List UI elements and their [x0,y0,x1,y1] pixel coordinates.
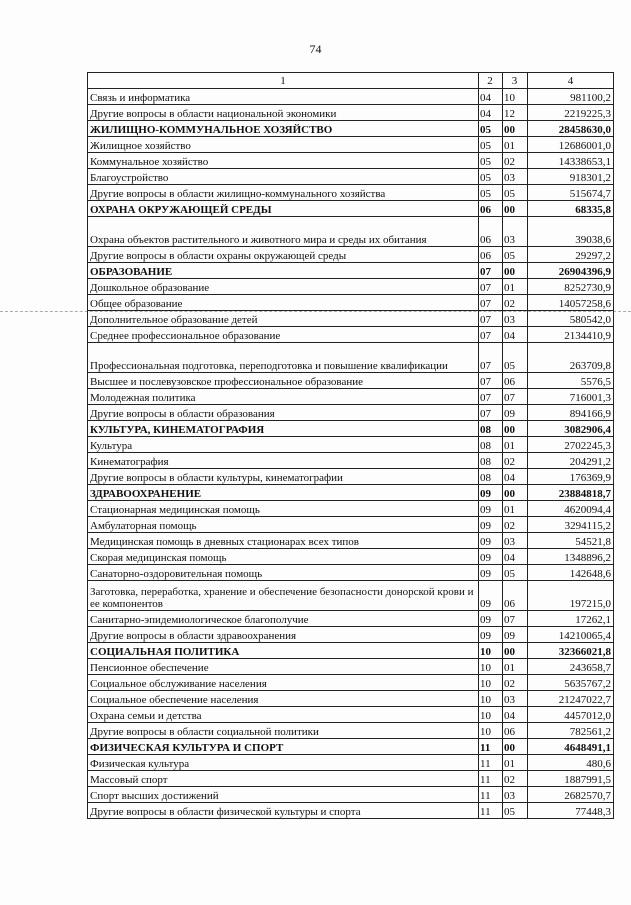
section-total-row [88,485,614,501]
row-subsection-code-cell: 05 [503,565,528,581]
row-name-cell: Охрана семьи и детства [88,707,479,723]
row-subsection-code-cell: 05 [503,247,528,263]
row-name-cell: Медицинская помощь в дневных стационарах всех типов [88,533,479,549]
row-subsection-code-cell: 12 [503,105,528,121]
table-row [88,311,614,327]
row-section-code-cell: 09 [479,485,503,501]
row-amount-cell: 1887991,5 [528,771,614,787]
row-amount-cell: 5576,5 [528,373,614,389]
row-amount-cell: 894166,9 [528,405,614,421]
table-row [88,659,614,675]
row-name-cell: Социальное обслуживание населения [88,675,479,691]
row-section-code-cell: 11 [479,755,503,771]
header-col-3: 3 [503,73,528,89]
row-subsection-code-cell: 00 [503,421,528,437]
row-name-cell: Пенсионное обеспечение [88,659,479,675]
row-name-cell: Охрана объектов растительного и животного мира и среды их обитания [88,217,479,247]
row-section-code-cell: 07 [479,311,503,327]
table-body [88,73,614,819]
row-name-cell: Кинематография [88,453,479,469]
row-amount-cell: 23884818,7 [528,485,614,501]
row-section-code-cell: 05 [479,137,503,153]
section-total-row [88,121,614,137]
row-subsection-code-cell: 03 [503,311,528,327]
row-name-cell: Санаторно-оздоровительная помощь [88,565,479,581]
section-total-row [88,201,614,217]
row-amount-cell: 197215,0 [528,581,614,611]
row-section-code-cell: 09 [479,533,503,549]
header-col-2: 2 [479,73,503,89]
row-section-code-cell: 11 [479,771,503,787]
row-amount-cell: 782561,2 [528,723,614,739]
budget-table [87,72,614,819]
row-section-code-cell: 05 [479,169,503,185]
row-section-code-cell: 09 [479,581,503,611]
row-section-code-cell: 05 [479,121,503,137]
row-section-code-cell: 08 [479,437,503,453]
row-subsection-code-cell: 03 [503,787,528,803]
row-subsection-code-cell: 01 [503,659,528,675]
header-col-4: 4 [528,73,614,89]
row-name-cell: Общее образование [88,295,479,311]
row-subsection-code-cell: 01 [503,137,528,153]
row-subsection-code-cell: 03 [503,691,528,707]
row-section-code-cell: 09 [479,611,503,627]
row-section-code-cell: 07 [479,405,503,421]
table-row [88,389,614,405]
page-number: 74 [309,42,322,56]
row-section-code-cell: 09 [479,627,503,643]
row-name-cell: СОЦИАЛЬНАЯ ПОЛИТИКА [88,643,479,659]
row-section-code-cell: 05 [479,185,503,201]
row-subsection-code-cell: 01 [503,279,528,295]
table-row [88,373,614,389]
row-subsection-code-cell: 01 [503,501,528,517]
row-amount-cell: 515674,7 [528,185,614,201]
row-amount-cell: 54521,8 [528,533,614,549]
row-section-code-cell: 04 [479,89,503,105]
row-name-cell: Другие вопросы в области социальной политики [88,723,479,739]
table-row [88,137,614,153]
row-subsection-code-cell: 00 [503,121,528,137]
row-amount-cell: 580542,0 [528,311,614,327]
row-subsection-code-cell: 04 [503,707,528,723]
row-name-cell: Среднее профессиональное образование [88,327,479,343]
row-subsection-code-cell: 02 [503,295,528,311]
row-name-cell: Стационарная медицинская помощь [88,501,479,517]
row-name-cell: Другие вопросы в области охраны окружающей среды [88,247,479,263]
row-name-cell: Профессиональная подготовка, переподготовка и повышение квалификации [88,343,479,373]
table-row [88,565,614,581]
row-name-cell: Молодежная политика [88,389,479,405]
row-amount-cell: 716001,3 [528,389,614,405]
row-section-code-cell: 08 [479,421,503,437]
row-subsection-code-cell: 09 [503,627,528,643]
table-row [88,755,614,771]
row-section-code-cell: 07 [479,295,503,311]
row-amount-cell: 14210065,4 [528,627,614,643]
table-row [88,295,614,311]
row-amount-cell: 12686001,0 [528,137,614,153]
row-section-code-cell: 06 [479,247,503,263]
row-subsection-code-cell: 05 [503,803,528,819]
row-name-cell: Связь и информатика [88,89,479,105]
row-section-code-cell: 10 [479,659,503,675]
row-amount-cell: 26904396,9 [528,263,614,279]
row-amount-cell: 243658,7 [528,659,614,675]
table-row [88,581,614,611]
row-amount-cell: 5635767,2 [528,675,614,691]
row-section-code-cell: 08 [479,469,503,485]
row-subsection-code-cell: 04 [503,469,528,485]
row-section-code-cell: 10 [479,723,503,739]
row-name-cell: КУЛЬТУРА, КИНЕМАТОГРАФИЯ [88,421,479,437]
row-name-cell: Спорт высших достижений [88,787,479,803]
table-row [88,611,614,627]
table-row [88,627,614,643]
table-row [88,549,614,565]
row-subsection-code-cell: 06 [503,373,528,389]
row-name-cell: Массовый спорт [88,771,479,787]
row-amount-cell: 2702245,3 [528,437,614,453]
table-row [88,533,614,549]
row-name-cell: Жилищное хозяйство [88,137,479,153]
row-section-code-cell: 09 [479,549,503,565]
row-section-code-cell: 06 [479,201,503,217]
row-section-code-cell: 11 [479,739,503,755]
row-name-cell: Культура [88,437,479,453]
table-row [88,453,614,469]
row-subsection-code-cell: 03 [503,533,528,549]
row-section-code-cell: 06 [479,217,503,247]
table-row [88,185,614,201]
row-subsection-code-cell: 02 [503,153,528,169]
row-subsection-code-cell: 00 [503,263,528,279]
row-section-code-cell: 05 [479,153,503,169]
row-subsection-code-cell: 00 [503,643,528,659]
row-subsection-code-cell: 00 [503,739,528,755]
table-row [88,787,614,803]
row-name-cell: ЖИЛИЩНО-КОММУНАЛЬНОЕ ХОЗЯЙСТВО [88,121,479,137]
table-row [88,691,614,707]
row-subsection-code-cell: 04 [503,549,528,565]
row-name-cell: Другие вопросы в области физической культуры и спорта [88,803,479,819]
row-amount-cell: 21247022,7 [528,691,614,707]
row-section-code-cell: 10 [479,643,503,659]
row-amount-cell: 1348896,2 [528,549,614,565]
row-subsection-code-cell: 06 [503,581,528,611]
row-section-code-cell: 10 [479,675,503,691]
row-name-cell: Высшее и послевузовское профессиональное образование [88,373,479,389]
row-amount-cell: 77448,3 [528,803,614,819]
section-total-row [88,643,614,659]
row-amount-cell: 4620094,4 [528,501,614,517]
row-name-cell: Другие вопросы в области здравоохранения [88,627,479,643]
row-amount-cell: 2219225,3 [528,105,614,121]
table-row [88,89,614,105]
table-row [88,675,614,691]
table-row [88,405,614,421]
table-row [88,723,614,739]
row-subsection-code-cell: 01 [503,755,528,771]
section-total-row [88,421,614,437]
row-name-cell: Дошкольное образование [88,279,479,295]
row-section-code-cell: 09 [479,501,503,517]
row-name-cell: Физическая культура [88,755,479,771]
row-amount-cell: 4648491,1 [528,739,614,755]
table-row [88,327,614,343]
row-section-code-cell: 07 [479,343,503,373]
row-name-cell: ФИЗИЧЕСКАЯ КУЛЬТУРА И СПОРТ [88,739,479,755]
row-section-code-cell: 08 [479,453,503,469]
row-amount-cell: 32366021,8 [528,643,614,659]
row-subsection-code-cell: 00 [503,201,528,217]
row-name-cell: Благоустройство [88,169,479,185]
table-row [88,217,614,247]
row-section-code-cell: 09 [479,565,503,581]
row-section-code-cell: 10 [479,707,503,723]
row-section-code-cell: 10 [479,691,503,707]
row-section-code-cell: 04 [479,105,503,121]
table-row [88,501,614,517]
row-amount-cell: 480,6 [528,755,614,771]
row-subsection-code-cell: 01 [503,437,528,453]
row-name-cell: Амбулаторная помощь [88,517,479,533]
row-subsection-code-cell: 02 [503,771,528,787]
table-row [88,105,614,121]
row-amount-cell: 204291,2 [528,453,614,469]
row-amount-cell: 68335,8 [528,201,614,217]
row-amount-cell: 28458630,0 [528,121,614,137]
row-amount-cell: 4457012,0 [528,707,614,723]
row-name-cell: Другие вопросы в области образования [88,405,479,421]
row-amount-cell: 8252730,9 [528,279,614,295]
row-subsection-code-cell: 02 [503,517,528,533]
row-subsection-code-cell: 02 [503,675,528,691]
row-amount-cell: 17262,1 [528,611,614,627]
row-amount-cell: 2134410,9 [528,327,614,343]
row-section-code-cell: 07 [479,373,503,389]
row-subsection-code-cell: 03 [503,169,528,185]
row-name-cell: Заготовка, переработка, хранение и обеспечение безопасности донорской крови и ее компонентов [88,581,479,611]
table-row [88,707,614,723]
row-subsection-code-cell: 05 [503,343,528,373]
row-section-code-cell: 07 [479,263,503,279]
table-row [88,517,614,533]
row-amount-cell: 14338653,1 [528,153,614,169]
table-row [88,153,614,169]
table-row [88,343,614,373]
row-amount-cell: 3294115,2 [528,517,614,533]
row-name-cell: ЗДРАВООХРАНЕНИЕ [88,485,479,501]
row-amount-cell: 176369,9 [528,469,614,485]
table-row [88,279,614,295]
row-section-code-cell: 09 [479,517,503,533]
row-section-code-cell: 11 [479,787,503,803]
row-subsection-code-cell: 07 [503,611,528,627]
row-name-cell: Другие вопросы в области национальной экономики [88,105,479,121]
row-amount-cell: 263709,8 [528,343,614,373]
row-name-cell: Скорая медицинская помощь [88,549,479,565]
row-subsection-code-cell: 09 [503,405,528,421]
row-name-cell: ОБРАЗОВАНИЕ [88,263,479,279]
row-name-cell: Социальное обеспечение населения [88,691,479,707]
row-section-code-cell: 11 [479,803,503,819]
table-row [88,169,614,185]
row-subsection-code-cell: 00 [503,485,528,501]
row-subsection-code-cell: 06 [503,723,528,739]
row-amount-cell: 2682570,7 [528,787,614,803]
row-subsection-code-cell: 05 [503,185,528,201]
row-amount-cell: 918301,2 [528,169,614,185]
section-total-row [88,739,614,755]
row-amount-cell: 142648,6 [528,565,614,581]
row-section-code-cell: 07 [479,279,503,295]
row-subsection-code-cell: 07 [503,389,528,405]
table-row [88,803,614,819]
table-row [88,247,614,263]
header-col-1: 1 [88,73,479,89]
row-name-cell: Санитарно-эпидемиологическое благополучие [88,611,479,627]
row-amount-cell: 39038,6 [528,217,614,247]
table-row [88,771,614,787]
row-subsection-code-cell: 10 [503,89,528,105]
row-subsection-code-cell: 04 [503,327,528,343]
row-amount-cell: 981100,2 [528,89,614,105]
row-amount-cell: 14057258,6 [528,295,614,311]
table-row [88,437,614,453]
row-name-cell: Другие вопросы в области культуры, кинематографии [88,469,479,485]
table-header-row [88,73,614,89]
section-total-row [88,263,614,279]
row-name-cell: ОХРАНА ОКРУЖАЮЩЕЙ СРЕДЫ [88,201,479,217]
row-section-code-cell: 07 [479,327,503,343]
row-name-cell: Коммунальное хозяйство [88,153,479,169]
row-amount-cell: 3082906,4 [528,421,614,437]
table-row [88,469,614,485]
row-subsection-code-cell: 03 [503,217,528,247]
row-name-cell: Другие вопросы в области жилищно-коммунального хозяйства [88,185,479,201]
row-amount-cell: 29297,2 [528,247,614,263]
row-subsection-code-cell: 02 [503,453,528,469]
row-section-code-cell: 07 [479,389,503,405]
row-name-cell: Дополнительное образование детей [88,311,479,327]
